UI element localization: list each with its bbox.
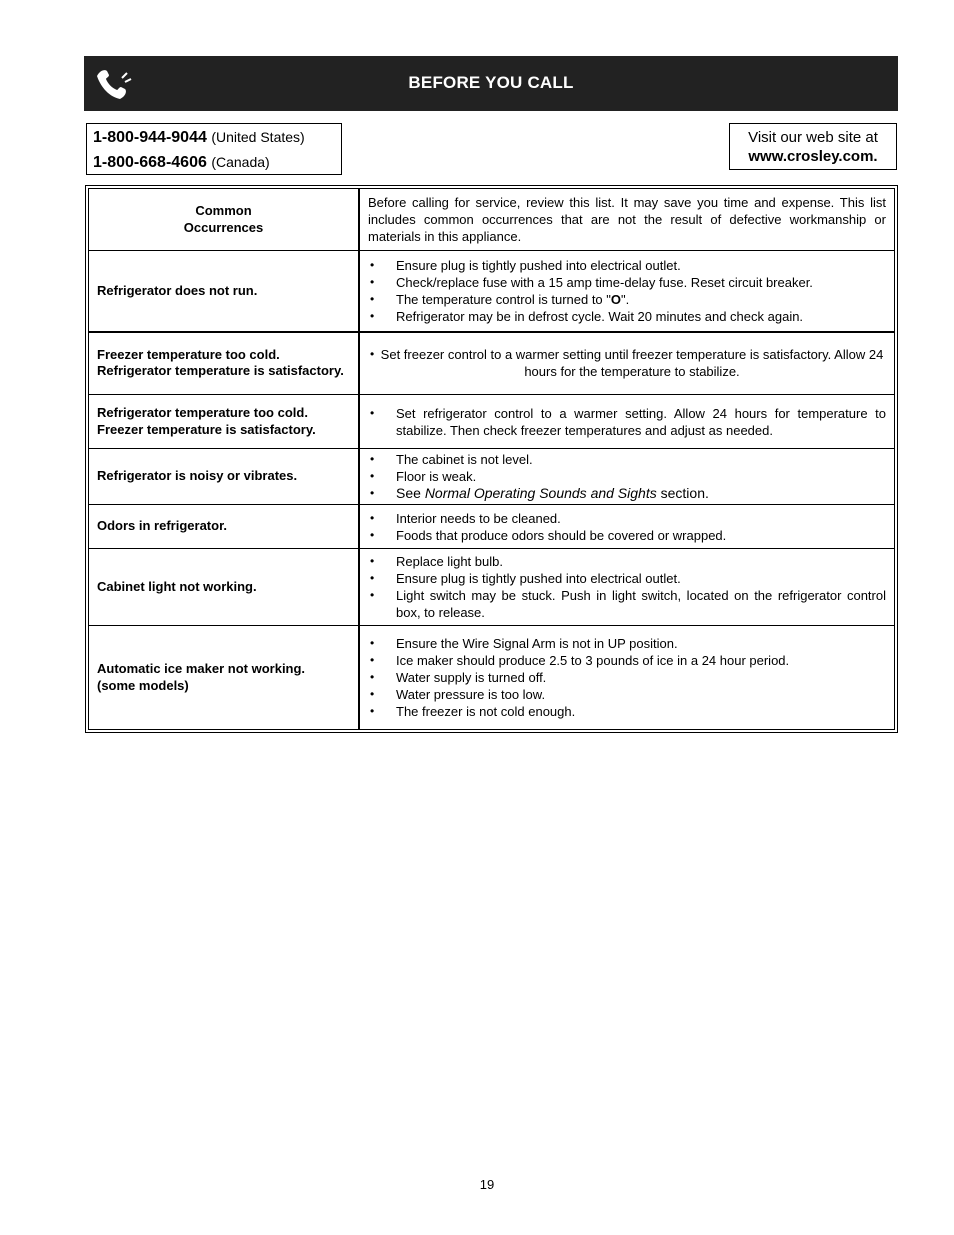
problem-cell: Refrigerator is noisy or vibrates. bbox=[89, 449, 360, 505]
table-row bbox=[89, 395, 895, 449]
page-title: BEFORE YOU CALL bbox=[408, 73, 574, 92]
text-run: See bbox=[396, 485, 425, 501]
list-item: • Refrigerator may be in defrost cycle. Wait 20 minutes and check again. bbox=[368, 308, 886, 325]
table-row bbox=[89, 332, 895, 395]
heading-line: Common bbox=[195, 203, 252, 218]
solution-cell bbox=[359, 449, 895, 505]
intro-text: Before calling for service, review this list. It may save you time and expense. This list includes common occurrences that are not the result of defective workmanship or materials in this appliance. bbox=[359, 189, 895, 251]
phone-region: (Canada) bbox=[211, 154, 270, 170]
problem-cell: Refrigerator temperature too cold. Freezer temperature is satisfactory. bbox=[89, 395, 360, 449]
list-item: • Ensure the Wire Signal Arm is not in UP position. bbox=[368, 635, 886, 652]
problem-cell: Odors in refrigerator. bbox=[89, 505, 360, 549]
table-row bbox=[89, 251, 895, 332]
problem-line: (some models) bbox=[97, 677, 189, 693]
list-item: • Floor is weak. bbox=[368, 468, 886, 485]
text-run: The temperature control is turned to " bbox=[396, 291, 611, 307]
list-item: • Set refrigerator control to a warmer setting. Allow 24 hours for temperature to stabilize. Then check freezer temperatures and adjust as needed. bbox=[368, 405, 886, 439]
text-run-italic: Normal Operating Sounds and Sights bbox=[424, 485, 657, 501]
list-item: • Set freezer control to a warmer setting until freezer temperature is satisfactory. Allow 24 hours for the temperature to stabilize. bbox=[368, 346, 886, 380]
solution-cell bbox=[359, 251, 895, 332]
list-item: • The cabinet is not level. bbox=[368, 451, 886, 468]
table-row bbox=[89, 505, 895, 549]
text-run-bold: O bbox=[610, 291, 622, 307]
troubleshooting-table bbox=[88, 188, 895, 730]
problem-line: Automatic ice maker not working. bbox=[97, 661, 306, 676]
phone-numbers-box bbox=[86, 123, 342, 175]
list-item bbox=[368, 485, 886, 502]
phone-region: (United States) bbox=[211, 129, 305, 145]
website-url[interactable]: www.crosley.com. bbox=[748, 148, 878, 165]
table-header-row bbox=[89, 189, 895, 251]
list-item: • Ensure plug is tightly pushed into electrical outlet. bbox=[368, 570, 886, 587]
table-row bbox=[89, 626, 895, 730]
list-item: • Interior needs to be cleaned. bbox=[368, 510, 886, 527]
list-item: • Check/replace fuse with a 15 amp time-delay fuse. Reset circuit breaker. bbox=[368, 274, 886, 291]
phone-number: 1-800-668-4606 bbox=[93, 154, 207, 171]
problem-cell: Cabinet light not working. bbox=[89, 549, 360, 626]
solution-cell bbox=[359, 395, 895, 449]
troubleshooting-table-frame bbox=[85, 185, 898, 733]
phone-line-canada bbox=[93, 150, 335, 175]
solution-cell bbox=[359, 505, 895, 549]
phone-number: 1-800-944-9044 bbox=[93, 129, 207, 146]
list-item: • Water pressure is too low. bbox=[368, 686, 886, 703]
list-item: • Ensure plug is tightly pushed into electrical outlet. bbox=[368, 257, 886, 274]
list-item: • Replace light bulb. bbox=[368, 553, 886, 570]
list-item: • Light switch may be stuck. Push in light switch, located on the refrigerator control box, to release. bbox=[368, 587, 886, 621]
solution-cell bbox=[359, 626, 895, 730]
table-row bbox=[89, 549, 895, 626]
text-run: ". bbox=[621, 291, 630, 307]
list-item: • Water supply is turned off. bbox=[368, 669, 886, 686]
website-box bbox=[729, 123, 897, 170]
problem-cell: Refrigerator does not run. bbox=[89, 251, 360, 332]
list-item: • Foods that produce odors should be covered or wrapped. bbox=[368, 527, 886, 544]
solution-cell bbox=[359, 549, 895, 626]
solution-cell bbox=[359, 332, 895, 395]
heading-line: Occurrences bbox=[183, 219, 264, 235]
problem-cell bbox=[89, 626, 360, 730]
problem-cell: Freezer temperature too cold. Refrigerator temperature is satisfactory. bbox=[89, 332, 360, 395]
list-item: • Ice maker should produce 2.5 to 3 pounds of ice in a 24 hour period. bbox=[368, 652, 886, 669]
website-label: Visit our web site at bbox=[748, 129, 878, 146]
phone-line-us bbox=[93, 125, 335, 150]
text-run: section. bbox=[656, 485, 709, 501]
column-heading bbox=[89, 189, 360, 251]
list-item: • The freezer is not cold enough. bbox=[368, 703, 886, 720]
header-bar bbox=[84, 56, 898, 111]
page-number: 19 bbox=[479, 1177, 495, 1192]
table-row bbox=[89, 449, 895, 505]
list-item bbox=[368, 291, 886, 308]
